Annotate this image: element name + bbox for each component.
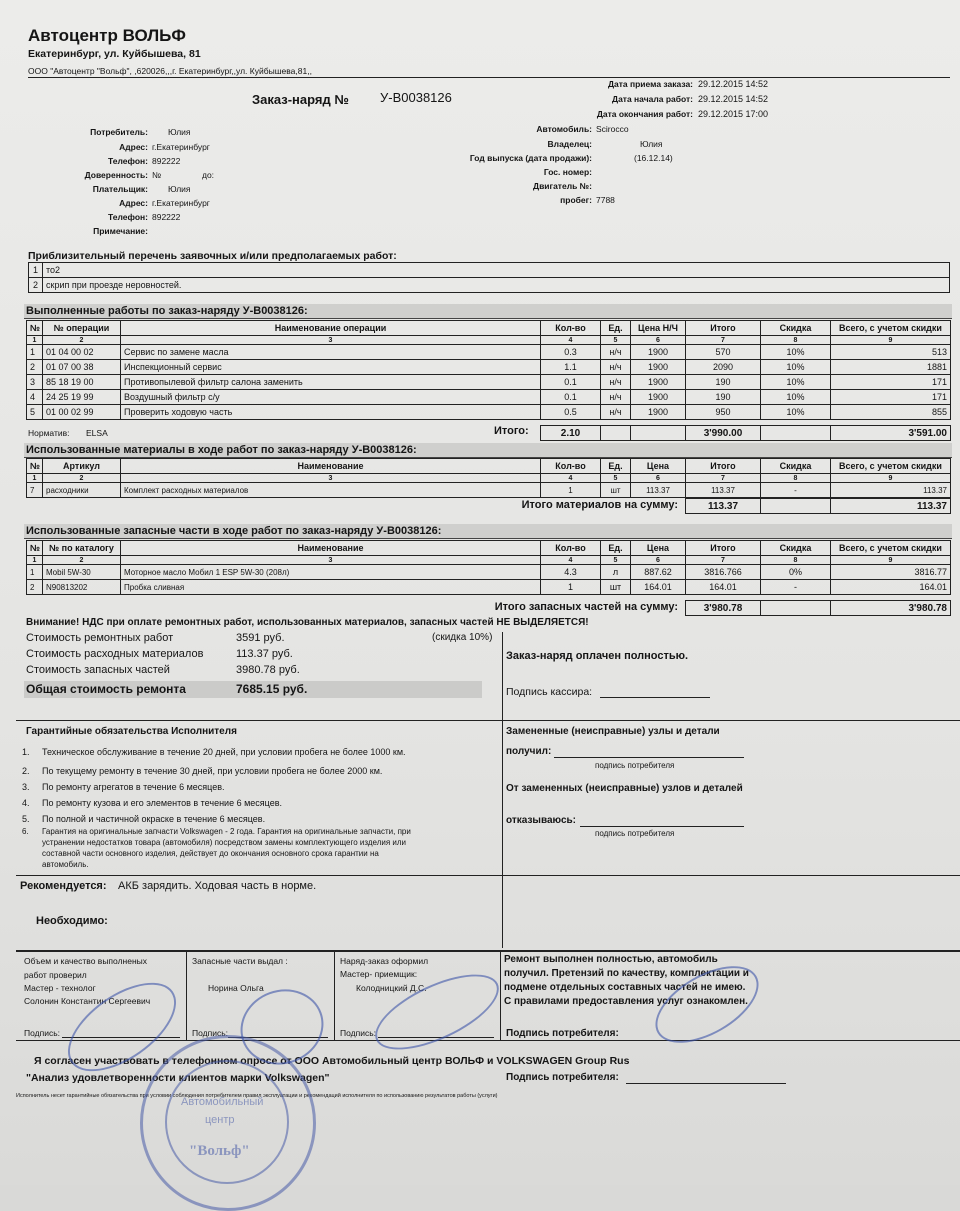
warranty-num: 2. xyxy=(22,766,30,776)
warranty-item: По ремонту кузова и его элементов в течение 6 месяцев. xyxy=(42,798,282,808)
address2-value: г.Екатеринбург xyxy=(152,198,210,208)
col-number: 8 xyxy=(761,474,831,483)
col-number-row xyxy=(27,556,951,565)
received-signature-caption: подпись потребителя xyxy=(595,761,675,770)
col-number: 7 xyxy=(686,474,761,483)
footer-divider xyxy=(500,952,501,1040)
works-total-qty: 2.10 xyxy=(541,426,601,441)
refuse-signature-caption: подпись потребителя xyxy=(595,829,675,838)
cell: 1900 xyxy=(631,375,686,390)
car-value: Scirocco xyxy=(596,124,629,134)
col-number-row xyxy=(27,336,951,345)
date-end-label: Дата окончания работ: xyxy=(596,109,693,119)
cell: 887.62 xyxy=(631,565,686,580)
cell: Mobil 5W-30 xyxy=(43,565,121,580)
col-header: Наименование xyxy=(121,459,541,474)
note-label: Примечание: xyxy=(93,226,148,236)
footer-divider xyxy=(334,952,335,1040)
cell: шт xyxy=(601,483,631,498)
warranty-item: Гарантия на оригинальные запчасти Volkswagen - 2 года. Гарантия на оригинальные запчасти, при xyxy=(42,827,411,836)
cell: 1.1 xyxy=(541,360,601,375)
cell: 113.37 xyxy=(831,483,951,498)
warranty-num: 3. xyxy=(22,782,30,792)
cell: 5 xyxy=(27,405,43,420)
consumer-sign-label: Подпись потребителя: xyxy=(506,1028,619,1039)
trust-label: Доверенность: xyxy=(84,170,148,180)
table-row xyxy=(27,375,951,390)
col-header: № xyxy=(27,321,43,336)
parts-title: Использованные запасные части в ходе работ по заказ-наряду У-В0038126: xyxy=(24,524,952,539)
table-row xyxy=(27,390,951,405)
cell: 570 xyxy=(686,345,761,360)
col-number: 4 xyxy=(541,474,601,483)
cell: н/ч xyxy=(601,345,631,360)
col-header: № операции xyxy=(43,321,121,336)
cell: 2 xyxy=(27,580,43,595)
materials-title: Использованные материалы в ходе работ по заказ-наряду У-В0038126: xyxy=(24,443,952,458)
col-header: № по каталогу xyxy=(43,541,121,556)
order-clerk-role: Мастер- приемщик: xyxy=(340,969,418,979)
date-start-label: Дата начала работ: xyxy=(612,94,693,104)
cell: 113.37 xyxy=(631,483,686,498)
parts-issuer-title: Запасные части выдал : xyxy=(192,956,288,966)
vat-notice: Внимание! НДС при оплате ремонтных работ, использованных материалов, запасных частей НЕ ВЫДЕЛЯЕТСЯ! xyxy=(26,617,589,628)
consumer-label: Потребитель: xyxy=(90,127,148,137)
signature-mark xyxy=(643,950,771,1058)
checker-title: Объем и качество выполненых xyxy=(24,956,148,966)
section-rule xyxy=(16,875,960,876)
cell: расходники xyxy=(43,483,121,498)
header-rule xyxy=(28,77,950,78)
prelim-title: Приблизительный перечень заявочных и/или предполагаемых работ: xyxy=(28,250,397,262)
cell: 10% xyxy=(761,375,831,390)
cell: н/ч xyxy=(601,405,631,420)
warranty-item: составной части основного изделия, действует до окончания основного срока гарантии на xyxy=(42,849,379,858)
paid-status: Заказ-наряд оплачен полностью. xyxy=(506,650,689,662)
materials-table xyxy=(26,458,951,498)
cell: 164.01 xyxy=(831,580,951,595)
col-header: Всего, с учетом скидки xyxy=(831,321,951,336)
cell: 0.1 xyxy=(541,390,601,405)
owner-label: Владелец: xyxy=(547,139,592,149)
cell: 24 25 19 99 xyxy=(43,390,121,405)
cell: н/ч xyxy=(601,390,631,405)
cell: 113.37 xyxy=(686,483,761,498)
car-label: Автомобиль: xyxy=(536,124,592,134)
table-row xyxy=(27,405,951,420)
col-header: Цена xyxy=(631,459,686,474)
table-row xyxy=(27,580,951,595)
works-header-row xyxy=(27,321,951,336)
cell: Противопылевой фильтр салона заменить xyxy=(121,375,541,390)
footer-divider xyxy=(186,952,187,1040)
cell: 85 18 19 00 xyxy=(43,375,121,390)
cell: 4.3 xyxy=(541,565,601,580)
norm-value: ELSA xyxy=(86,428,108,438)
replaced-title: Замененные (неисправные) узлы и детали xyxy=(506,726,720,737)
cell: 0.3 xyxy=(541,345,601,360)
col-header: Скидка xyxy=(761,321,831,336)
cell: 1 xyxy=(27,565,43,580)
cell: N90813202 xyxy=(43,580,121,595)
col-number: 8 xyxy=(761,336,831,345)
col-header: Цена Н/Ч xyxy=(631,321,686,336)
col-number: 6 xyxy=(631,474,686,483)
vertical-divider xyxy=(502,632,503,948)
cell: Пробка сливная xyxy=(121,580,541,595)
parts-total: 3'980.78 xyxy=(686,601,761,616)
payer-label: Плательщик: xyxy=(92,184,148,194)
survey-consent: Я согласен участвовать в телефонном опросе от ООО Автомобильный центр ВОЛЬФ и VOLKSWAGEN Group Rus xyxy=(34,1055,630,1067)
warranty-item: устранении недостатков товара (автомобиля) посредством замены комплектующего изделия или xyxy=(42,838,407,847)
received-label: получил: xyxy=(506,746,552,757)
materials-cost-label: Стоимость расходных материалов xyxy=(26,648,204,660)
phone-label: Телефон: xyxy=(108,156,148,166)
company-name: Автоцентр ВОЛЬФ xyxy=(28,26,186,45)
parts-header-row xyxy=(27,541,951,556)
col-header: Итого xyxy=(686,541,761,556)
cell: - xyxy=(761,483,831,498)
col-number: 3 xyxy=(121,474,541,483)
order-clerk-title: Наряд-заказ оформил xyxy=(340,956,429,966)
cell: 10% xyxy=(761,405,831,420)
cell: 171 xyxy=(831,375,951,390)
warranty-num: 6. xyxy=(22,827,29,836)
fine-print: Исполнитель несет гарантийные обязательства при условии соблюдения потребителем правил эксплуатации и рекомендаций исполнителя по использованию результатов работы (услуги) xyxy=(16,1093,498,1099)
parts-total-label: Итого запасных частей на сумму: xyxy=(494,601,678,613)
cell: 1900 xyxy=(631,390,686,405)
cell: 7 xyxy=(27,483,43,498)
cell: 0% xyxy=(761,565,831,580)
stamp-text: "Вольф" xyxy=(189,1143,250,1159)
col-number: 9 xyxy=(831,336,951,345)
recommend-text: АКБ зарядить. Ходовая часть в норме. xyxy=(118,880,317,892)
cell: 855 xyxy=(831,405,951,420)
order-title: Заказ-наряд № xyxy=(252,92,349,107)
prelim-table xyxy=(28,262,950,293)
col-number: 4 xyxy=(541,336,601,345)
trust-value: № xyxy=(152,170,162,180)
cell: 0.5 xyxy=(541,405,601,420)
cell: 190 xyxy=(686,375,761,390)
col-number: 5 xyxy=(601,336,631,345)
col-header: Ед. xyxy=(601,541,631,556)
cell: 1 xyxy=(541,580,601,595)
parts-issuer-name: Норина Ольга xyxy=(208,983,264,993)
col-number: 3 xyxy=(121,336,541,345)
cell: Проверить ходовую часть xyxy=(121,405,541,420)
cell: 0.1 xyxy=(541,375,601,390)
cell: 190 xyxy=(686,390,761,405)
cashier-signature-line[interactable] xyxy=(600,697,710,698)
total-cost: 7685.15 руб. xyxy=(236,682,308,696)
warranty-item: автомобиль. xyxy=(42,860,89,869)
mileage-label: пробег: xyxy=(560,195,592,205)
cell: 950 xyxy=(686,405,761,420)
col-number: 7 xyxy=(686,556,761,565)
col-header: Кол-во xyxy=(541,321,601,336)
col-header: Итого xyxy=(686,321,761,336)
col-number-row xyxy=(27,474,951,483)
prelim-num: 2 xyxy=(29,278,43,293)
works-title: Выполненные работы по заказ-наряду У-В0038126: xyxy=(24,304,952,319)
cell: - xyxy=(761,580,831,595)
order-clerk-name: Колодницкий Д.С. xyxy=(356,983,427,993)
cell: 1881 xyxy=(831,360,951,375)
date-end: 29.12.2015 17:00 xyxy=(698,109,769,119)
order-clerk-sign-label: Подпись: xyxy=(340,1028,377,1038)
warranty-item: По текущему ремонту в течение 30 дней, при условии пробега не более 2000 км. xyxy=(42,766,383,776)
cell: 10% xyxy=(761,345,831,360)
acceptance-text: С правилами предоставления услуг ознакомлен. xyxy=(504,996,748,1007)
work-cost-label: Стоимость ремонтных работ xyxy=(26,632,174,644)
col-header: Цена xyxy=(631,541,686,556)
trust-until: до: xyxy=(202,170,215,180)
company-address: Екатеринбург, ул. Куйбышева, 81 xyxy=(28,48,201,60)
materials-total-discounted: 113.37 xyxy=(831,499,951,514)
parts-issuer-sign-label: Подпись: xyxy=(192,1028,229,1038)
address-label: Адрес: xyxy=(119,142,148,152)
received-signature-line[interactable] xyxy=(554,757,744,758)
warranty-item: По полной и частичной окраске в течение 6 месяцев. xyxy=(42,814,266,824)
recommend-label: Рекомендуется: xyxy=(20,880,107,892)
col-number: 2 xyxy=(43,474,121,483)
section-rule xyxy=(16,720,960,721)
prelim-text: скрип при проезде неровностей. xyxy=(43,278,950,293)
parts-cost-label: Стоимость запасных частей xyxy=(26,664,170,676)
prelim-text: то2 xyxy=(43,263,950,278)
cell: Сервис по замене масла xyxy=(121,345,541,360)
address-value: г.Екатеринбург xyxy=(152,142,210,152)
prelim-num: 1 xyxy=(29,263,43,278)
date-received: 29.12.2015 14:52 xyxy=(698,79,769,89)
warranty-num: 4. xyxy=(22,798,30,808)
mileage-value: 7788 xyxy=(596,195,615,205)
year-label: Год выпуска (дата продажи): xyxy=(469,153,592,163)
col-number: 2 xyxy=(43,336,121,345)
needed-label: Необходимо: xyxy=(36,915,108,927)
materials-header-row xyxy=(27,459,951,474)
cell: 2 xyxy=(27,360,43,375)
col-number: 2 xyxy=(43,556,121,565)
prelim-row xyxy=(29,263,950,278)
date-start: 29.12.2015 14:52 xyxy=(698,94,769,104)
cell: 513 xyxy=(831,345,951,360)
cell: 10% xyxy=(761,360,831,375)
cell: 3816.77 xyxy=(831,565,951,580)
cell: шт xyxy=(601,580,631,595)
col-number: 5 xyxy=(601,474,631,483)
col-number: 9 xyxy=(831,556,951,565)
payer-value: Юлия xyxy=(168,184,191,194)
refuse-signature-line[interactable] xyxy=(580,826,744,827)
work-discount: (скидка 10%) xyxy=(432,632,493,643)
consumer-sign-line[interactable] xyxy=(626,1040,786,1041)
warranty-title: Гарантийные обязательства Исполнителя xyxy=(26,726,237,737)
cell: 1 xyxy=(27,345,43,360)
warranty-item: Техническое обслуживание в течение 20 дней, при условии пробега не более 1000 км. xyxy=(42,747,406,757)
acceptance-text: подмене отдельных составных частей не имею. xyxy=(504,982,746,993)
works-table xyxy=(26,320,951,420)
checker-name: Солонин Константин Сергеевич xyxy=(24,996,151,1006)
works-total-sum: 3'990.00 xyxy=(686,426,761,441)
cell: Воздушный фильтр с/у xyxy=(121,390,541,405)
parts-total-table xyxy=(685,600,951,616)
col-header: Скидка xyxy=(761,541,831,556)
col-header: Всего, с учетом скидки xyxy=(831,541,951,556)
survey-name: "Анализ удовлетворенности клиентов марки Volkswagen" xyxy=(26,1072,330,1084)
survey-sign-label: Подпись потребителя: xyxy=(506,1072,619,1083)
cell: л xyxy=(601,565,631,580)
cell: 164.01 xyxy=(686,580,761,595)
col-header: Ед. xyxy=(601,459,631,474)
table-row xyxy=(27,565,951,580)
col-header: Наименование xyxy=(121,541,541,556)
col-header: Наименование операции xyxy=(121,321,541,336)
cell: Инспекционный сервис xyxy=(121,360,541,375)
col-number: 3 xyxy=(121,556,541,565)
total-cost-label: Общая стоимость ремонта xyxy=(26,682,186,696)
col-number: 6 xyxy=(631,336,686,345)
prelim-row xyxy=(29,278,950,293)
owner-value: Юлия xyxy=(640,139,663,149)
table-row xyxy=(27,483,951,498)
col-header: № xyxy=(27,541,43,556)
materials-total-label: Итого материалов на сумму: xyxy=(521,499,678,511)
stamp-text: Автомобильный xyxy=(181,1096,264,1108)
warranty-num: 1. xyxy=(22,747,30,757)
cell: 01 04 00 02 xyxy=(43,345,121,360)
phone2-value: 892222 xyxy=(152,212,181,222)
table-row xyxy=(27,360,951,375)
checker-role: Мастер - технолог xyxy=(24,983,96,993)
cell: 1900 xyxy=(631,405,686,420)
col-header: Артикул xyxy=(43,459,121,474)
col-number: 1 xyxy=(27,336,43,345)
date-received-label: Дата приема заказа: xyxy=(607,79,693,89)
consumer-value: Юлия xyxy=(168,127,191,137)
col-number: 1 xyxy=(27,556,43,565)
col-number: 1 xyxy=(27,474,43,483)
col-number: 7 xyxy=(686,336,761,345)
works-total-label: Итого: xyxy=(494,425,529,437)
col-header: № xyxy=(27,459,43,474)
phone-value: 892222 xyxy=(152,156,181,166)
work-cost: 3591 руб. xyxy=(236,632,285,644)
col-number: 9 xyxy=(831,474,951,483)
cell: 01 07 00 38 xyxy=(43,360,121,375)
col-number: 8 xyxy=(761,556,831,565)
checker-title: работ проверил xyxy=(24,970,87,980)
phone2-label: Телефон: xyxy=(108,212,148,222)
col-number: 6 xyxy=(631,556,686,565)
cell: 2090 xyxy=(686,360,761,375)
cell: 1 xyxy=(541,483,601,498)
cell: 01 00 02 99 xyxy=(43,405,121,420)
materials-total: 113.37 xyxy=(686,499,761,514)
year-value: (16.12.14) xyxy=(634,153,673,163)
cell: 10% xyxy=(761,390,831,405)
address2-label: Адрес: xyxy=(119,198,148,208)
survey-sign-line[interactable] xyxy=(626,1083,786,1084)
warranty-num: 5. xyxy=(22,814,30,824)
cell: 1900 xyxy=(631,345,686,360)
col-header: Всего, с учетом скидки xyxy=(831,459,951,474)
cell: 3816.766 xyxy=(686,565,761,580)
plate-label: Гос. номер: xyxy=(543,167,592,177)
cell: н/ч xyxy=(601,375,631,390)
col-header: Ед. xyxy=(601,321,631,336)
engine-label: Двигатель №: xyxy=(533,181,592,191)
cell: Моторное масло Мобил 1 ESP 5W-30 (208л) xyxy=(121,565,541,580)
materials-total-table xyxy=(685,498,951,514)
checker-sign-label: Подпись: xyxy=(24,1028,61,1038)
works-total-table xyxy=(540,425,951,441)
table-row xyxy=(27,345,951,360)
stamp-text: центр xyxy=(205,1114,235,1126)
norm-label: Норматив: xyxy=(28,428,70,438)
parts-cost: 3980.78 руб. xyxy=(236,664,300,676)
col-header: Скидка xyxy=(761,459,831,474)
col-number: 5 xyxy=(601,556,631,565)
cell: 1900 xyxy=(631,360,686,375)
col-header: Кол-во xyxy=(541,541,601,556)
company-legal: ООО "Автоцентр "Вольф", ,620026,,,г. Екатеринбург,,ул. Куйбышева,81,, xyxy=(28,66,312,76)
cell: 171 xyxy=(831,390,951,405)
col-header: Кол-во xyxy=(541,459,601,474)
parts-table xyxy=(26,540,951,595)
cashier-signature-label: Подпись кассира: xyxy=(506,686,593,698)
materials-cost: 113.37 руб. xyxy=(236,648,293,660)
cell: Комплект расходных материалов xyxy=(121,483,541,498)
refuse-title: От замененных (неисправные) узлов и деталей xyxy=(506,783,743,794)
refuse-label: отказываюсь: xyxy=(506,815,576,826)
order-number: У-В0038126 xyxy=(380,90,452,105)
acceptance-text: получил. Претензий по качеству, комплектации и xyxy=(504,968,749,979)
footer-rule xyxy=(16,950,960,952)
cell: 4 xyxy=(27,390,43,405)
cell: н/ч xyxy=(601,360,631,375)
col-header: Итого xyxy=(686,459,761,474)
works-total-discounted: 3'591.00 xyxy=(831,426,951,441)
cell: 3 xyxy=(27,375,43,390)
warranty-item: По ремонту агрегатов в течение 6 месяцев. xyxy=(42,782,225,792)
cell: 164.01 xyxy=(631,580,686,595)
col-number: 4 xyxy=(541,556,601,565)
parts-total-discounted: 3'980.78 xyxy=(831,601,951,616)
footer-rule xyxy=(16,1040,960,1041)
acceptance-text: Ремонт выполнен полностью, автомобиль xyxy=(504,954,718,965)
